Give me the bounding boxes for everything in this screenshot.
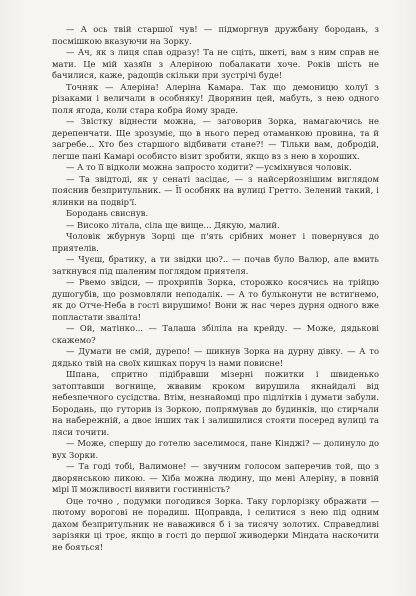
paragraph: — Звістку віднести можна, — заговорив Зорка, намагаючись не дерепенчати. Ще зрозуміє, що в нього перед отаманкою провина, та й загребе... Хто без старшого відбивати стане?! — Тільки вам, добродій, легше пані Камарі особисто візит зробити, якщо вз з нею в хороших.	[52, 116, 379, 161]
paragraph: — Та звідтоді, як у сенаті засідає, — з найсерйознішим виглядом пояснив безпритульник. — Її особняк на вулиці Гретто. Зелений такий, і ялинки на подвір'ї.	[52, 173, 379, 207]
paragraph: — Високо літала, сіла ще вище... Дякую, малий.	[66, 219, 280, 230]
paragraph: — Чуєш, братику, а ти звідки цю?.. — почав було Валюр, але вмить заткнувся під шаленим поглядом приятеля.	[52, 254, 379, 276]
paragraph: — Ач, як з лиця спав одразу! Та не сціть, шкеті, вам з ним справ не мати. Це мій хазяїн з Алеріною побалакати хоче. Років шість не бачилися, каже, радощів скільки при зустрічі буде!	[52, 47, 379, 80]
paragraph: Точняк — Алеріна! Алеріна Камара. Так що демоницю холуї з різаками і величали в особняку! Дворянин цей, мабуть, з нею одного поля ягода, коли стара кобра йому зраде.	[52, 81, 379, 115]
paragraph: — А то її відколи можна запросто ходити? —усміхнувся чоловік.	[66, 162, 352, 172]
paragraph: — А ось твій старшої чув! — підморгнув дружбану бородань, з посмішкою вказуючи на Зорку.	[52, 24, 379, 46]
body-text	[52, 24, 379, 553]
paragraph: — Думати не смій, дурепо! — шикнув Зорка на дурну дівку. — А то дядько твій на своїх кишках поруч із нами повисне!	[52, 346, 379, 368]
paragraph: — Рвемо звідси, — прохрипів Зорка, сторожко косячись на трійцю душогубів, що розмовляли неподалік. — А то бульконути не встигнемо, як до Отче-Неба в гості вирушимо! Вони ж нас через дурня одного вже попластати зваліта!	[52, 277, 379, 322]
paragraph: — Ой, матінко... — Талаша збіліла на крейду. — Може, дядькові скажемо?	[52, 323, 379, 345]
paragraph: Шпана, спритно підібравши мізерні пожитки і швиденько затоптавши вогнище, жвавим кроком вирушила якнайдалі від небезпечного сусідства. Втім, незнайомці про підлітків і думати забули. Бородань, що гуторив із Зоркою, попрямував до будинків, що стирчали на набережній, а двоє інших так і залишилися стояти посеред вулиці та ляси точити.	[52, 369, 379, 437]
paragraph: Чоловік жбурнув Зорці ще п'ять срібних монет і повернувся до приятелів.	[52, 231, 379, 253]
paragraph: — Може, спершу до готелю заселимося, пане Кінджі? — долинуло до вух Зорки.	[52, 438, 379, 460]
paragraph: — Та годі тобі, Валимоне! — звучним голосом заперечив той, що з дворянською пикою. — Хіба можна людину, що мені Алеріну, в повній мірі її можливості виявити гостинність?	[52, 461, 379, 494]
paragraph: Бородань свиснув.	[66, 208, 149, 218]
paragraph: Оце точно , подумки погодився Зорка. Таку горлорізку ображати — лютому ворогові не порадиш. Щоправда, і селитися з нею під одним дахом безпритульник не наважився б і за тисячу золотих. Справедливі зарізяки ці троє, якщо в гості до першої живодерки Міндата наскочити не бояться!	[52, 495, 379, 552]
